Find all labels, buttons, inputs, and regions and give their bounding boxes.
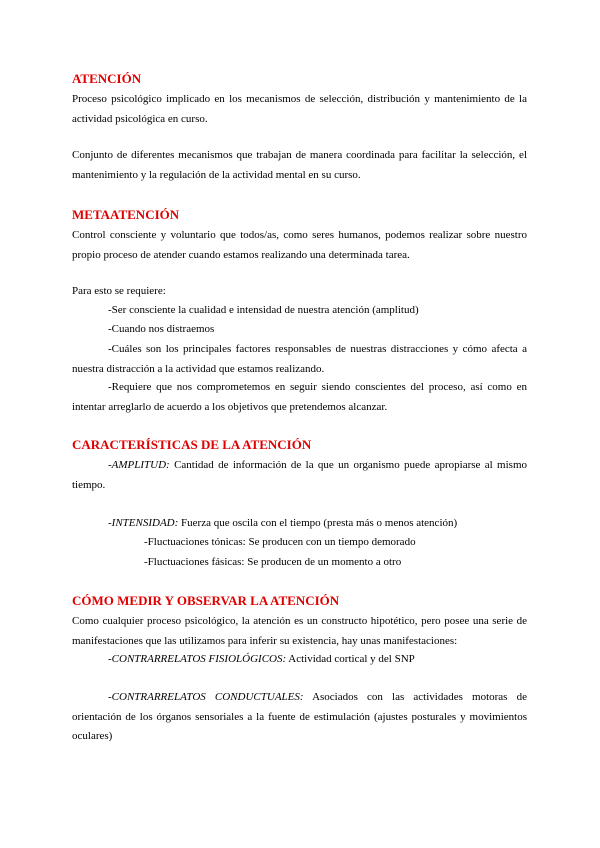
heading-caracteristicas: CARACTERÍSTICAS DE LA ATENCIÓN — [72, 437, 312, 452]
intensidad-text: Fuerza que oscila con el tiempo (presta más o menos atención) — [178, 517, 458, 529]
paragraph-requirements-intro: Para esto se requiere: — [72, 285, 166, 297]
amplitud-text: Cantidad de información de la que un organismo puede apropiarse al mismo tiempo. — [72, 459, 527, 491]
conductuales-term: -CONTRARRELATOS CONDUCTUALES: — [108, 691, 304, 703]
heading-metaatencion: METAATENCIÓN — [72, 207, 180, 222]
list-item: -Cuáles son los principales factores responsables de nuestras distracciones y cómo afecta a nuestra distracción a la actividad que estamos realizando. — [72, 343, 527, 375]
paragraph-fisiologicos — [72, 650, 527, 670]
sub-list-item: -Fluctuaciones tónicas: Se producen con un tiempo demorado — [144, 536, 416, 548]
paragraph-atencion-conjunto: Conjunto de diferentes mecanismos que trabajan de manera coordinada para facilitar la selección, el mantenimiento y la regulación de la actividad mental en su curso. — [72, 149, 527, 181]
amplitud-prefix: - — [108, 459, 112, 471]
paragraph-intensidad — [72, 514, 527, 534]
fisiologicos-term: -CONTRARRELATOS FISIOLÓGICOS: — [108, 653, 287, 665]
paragraph-medir-intro: Como cualquier proceso psicológico, la atención es un constructo hipotético, pero posee una serie de manifestaciones que las utilizamos para inferir su existencia, hay unas manifestaciones: — [72, 615, 527, 647]
sub-list-item: -Fluctuaciones fásicas: Se producen de un momento a otro — [144, 556, 402, 568]
amplitud-term: AMPLITUD: — [111, 459, 170, 471]
intensidad-prefix: - — [108, 517, 112, 529]
list-item: -Ser consciente la cualidad e intensidad de nuestra atención (amplitud) — [108, 304, 419, 316]
list-item: -Cuando nos distraemos — [108, 323, 215, 335]
paragraph-amplitud — [72, 456, 527, 495]
conductuales-text: Asociados con las actividades motoras de orientación de los órganos sensoriales a la fuente de estimulación (ajustes posturales y movimientos oculares) — [72, 691, 527, 742]
paragraph-metaatencion-definition: Control consciente y voluntario que todos/as, como seres humanos, podemos realizar sobre nuestro propio proceso de atender cuando estamos realizando una determinada tarea. — [72, 229, 527, 261]
fisiologicos-text: Actividad cortical y del SNP — [286, 653, 415, 665]
list-item: -Requiere que nos comprometemos en seguir siendo conscientes del proceso, así como en intentar arreglarlo de acuerdo a los objetivos que pretendemos alcanzar. — [72, 381, 527, 413]
heading-como-medir: CÓMO MEDIR Y OBSERVAR LA ATENCIÓN — [72, 593, 340, 608]
heading-atencion: ATENCIÓN — [72, 71, 142, 86]
intensidad-term: INTENSIDAD: — [111, 517, 179, 529]
paragraph-conductuales — [72, 688, 527, 747]
paragraph-atencion-definition: Proceso psicológico implicado en los mecanismos de selección, distribución y mantenimiento de la actividad psicológica en curso. — [72, 93, 527, 125]
